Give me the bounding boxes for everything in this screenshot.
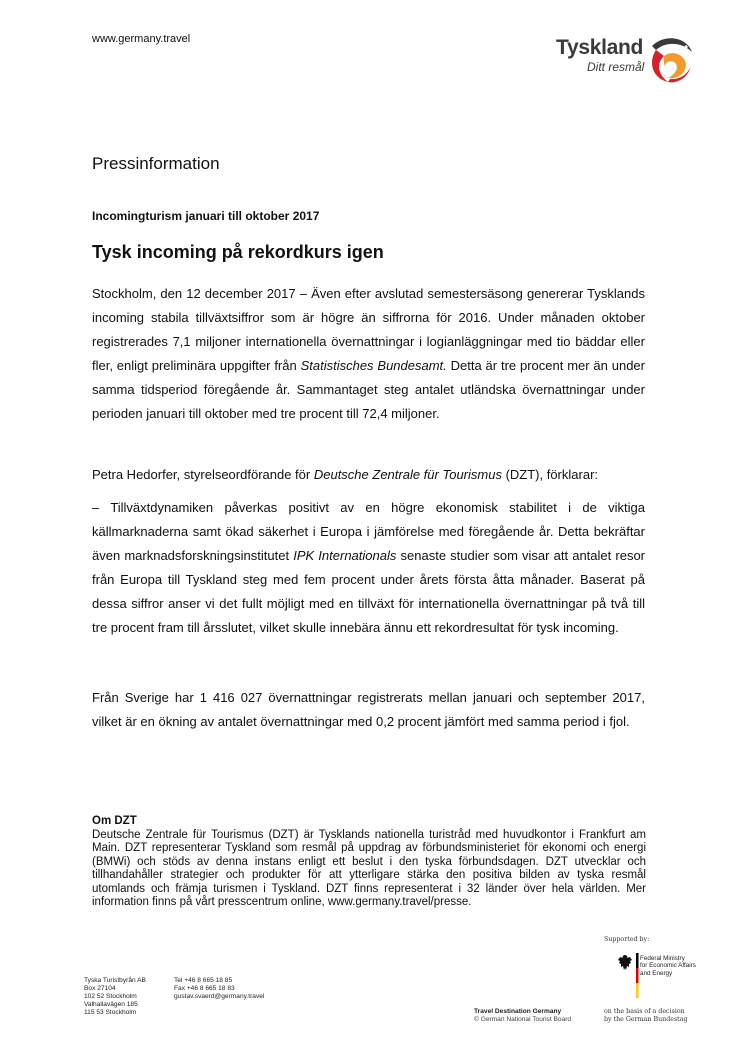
headline: Tysk incoming på rekordkurs igen [92, 242, 384, 262]
paragraph-4: Från Sverige har 1 416 027 övernattningar registrerats mellan januari och september 2017, vilket är en ökning av antalet övernattningar med 0,2 procent jämfört med samma period i fjol. [92, 690, 645, 729]
header-url: www.germany.travel [92, 33, 191, 45]
travel-destination-germany-label: Travel Destination Germany © German National Tourist Board [474, 1008, 572, 1023]
logo-tagline: Ditt resmål [587, 60, 645, 74]
bundestag-decision-note: on the basis of a decision by the German Bundestag [604, 1008, 688, 1023]
about-title: Om DZT [92, 815, 137, 827]
about-section [92, 815, 646, 910]
paragraph-2: Petra Hedorfer, styrelseordförande för Deutsche Zentrale für Tourismus (DZT), förklarar: [92, 467, 599, 482]
german-flag-bar-icon [636, 953, 639, 998]
bmwi-logo [617, 952, 717, 1000]
paragraph-1: Stockholm, den 12 december 2017 – Även efter avslutad semestersäsong genererar Tysklands incoming stabila tillväxtsiffror som är högre än siffrorna för 2016. Under månaden oktober registrerades 7,1 miljoner internationella övernattningar i logianläggningar med tio bäddar eller fler, enligt preliminära uppgifter från Statistisches Bundesamt. Detta är tre procent mer än under samma tidsperiod föregående år. Sammantaget steg antalet utländska övernattningar under perioden januari till oktober med tre procent till 72,4 miljoner. [92, 286, 645, 421]
logo-name: Tyskland [556, 36, 644, 59]
kicker: Incomingturism januari till oktober 2017 [92, 209, 320, 223]
about-text: Deutsche Zentrale für Tourismus (DZT) är Tysklands nationella turistråd med huvudkontor i Frankfurt am Main. DZT representerar Tyskland som resmål på uppdrag av förbundsministeriet för ekonomi och energi (BMWi) och stöds av denna instans enligt ett beslut i den tyska förbundsdagen. DZT utvecklar och tillhandahåller strategier och produkter för att ytterligare stärka den positiva bilden av tyska resmål utomlands och främja turismen i Tyskland. DZT finns representerat i 32 länder över hela världen. Mer information finns på vårt presscentrum online, www.germany.travel/presse. [92, 828, 646, 908]
ministry-name: Federal Ministry for Economic Affairs and Energy [640, 955, 696, 977]
paragraph-3: – Tillväxtdynamiken påverkas positivt av en högre ekonomisk stabilitet i de viktiga källmarknaderna samt ökad säkerhet i Europa i jämförelse med föregående år. Detta bekräftar även marknadsforskningsinstitutet IPK Internationals senaste studier som visar att antalet resor från Europa till Tyskland steg med fem procent under årets första åtta månader. Baserat på dessa siffror anser vi det fullt möjligt med en tillväxt för internationella övernattningar på två till tre procent fram till årsslutet, vilket skulle innebära ännu ett rekordresultat för tysk incoming. [92, 500, 646, 635]
tyskland-logo [556, 36, 696, 88]
press-label: Pressinformation [92, 154, 220, 173]
federal-eagle-icon [617, 954, 633, 972]
supported-by-label: Supported by: [604, 936, 650, 943]
footer-address: Tyska Turistbyrån AB Box 27104 102 52 Stockholm Valhallavägen 185 115 53 Stockholm [84, 977, 146, 1017]
eagle-swirl-icon [642, 32, 698, 88]
footer-contact: Tel +46 8 665 18 85 Fax +46 8 665 18 83 gustav.svaerd@germany.travel [174, 977, 265, 1001]
